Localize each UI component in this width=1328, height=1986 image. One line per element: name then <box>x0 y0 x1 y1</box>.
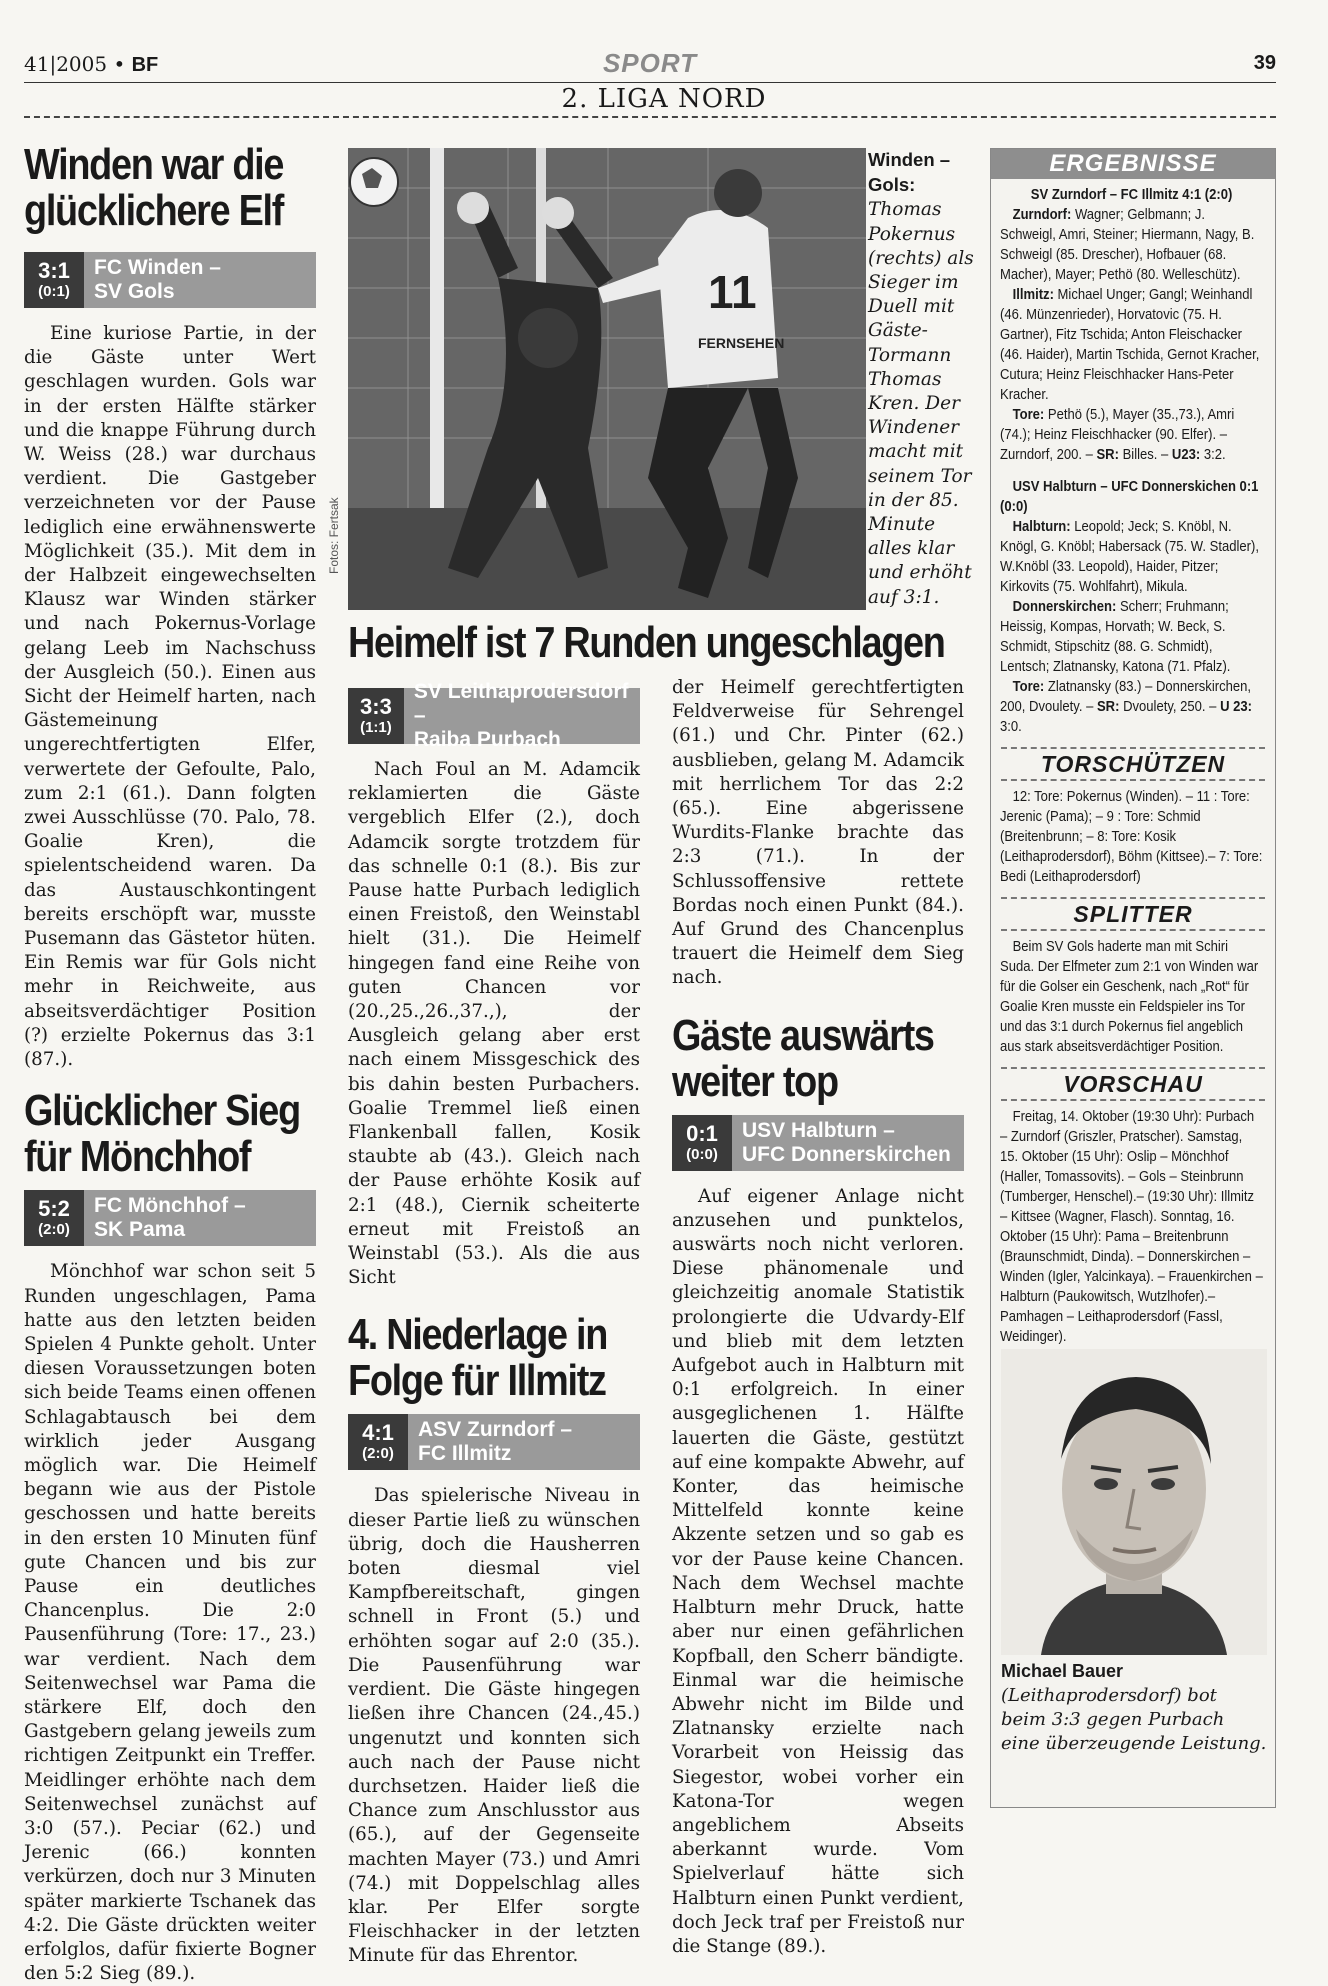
shirt-number: 11 <box>708 266 757 318</box>
final-score: 0:1 <box>686 1120 718 1146</box>
final-score: 4:1 <box>362 1420 394 1446</box>
halftime-score: (2:0) <box>38 1221 70 1239</box>
away-team: Raiba Purbach <box>413 728 561 751</box>
photo-caption <box>868 148 978 610</box>
preview-text: Freitag, 14. Oktober (19:30 Uhr): Purbach – Zurndorf (Griszler, Pratscher). Samstag, 15. Oktober (15 Uhr): Oslip – Mönchhof (Haller, Tomassovits). – Gols – Steinbrunn (Tumberger, Henschel).– (19:30 Uhr): Illmitz – Kittsee (Wagner, Flasch). Sonntag, 16. Oktober (15 Uhr): Pama – Breitenbrunn (Braunschmidt, Dinda). – Donnerskirchen – Winden (Igler, Yalcinkaya). – Frauenkirchen – Halbturn (Paukowitsch, Wutzlhofer).– Pamhagen – Leithaprodersdorf (Fassl, Weidinger). <box>1000 1109 1263 1345</box>
article-body: Eine kuriose Partie, in der die Gäste unter Wert geschlagen wurden. Gols war in der ersten Hälfte stärker und die knappe Führung durch W. Weiss (28.) war durchaus verdient. Die Gastgeber verzeichneten vor der Pause lediglich eine erwähnenswerte Möglichkeit (35.). Mit dem in der Halbzeit eingewechselten Klausz war Winden stärker und nach Pokernus-Vorlage gelang Leeb im Nachschuss der Ausgleich (50.). Einen aus Sicht der Heimelf harten, nach Gästemeinung ungerechtfertigten Elfer, verwertete der Gefoulte, Palo, zum 2:1 (61.). Dann folgten zwei Ausschlüsse (70. Palo, 78. Goalie Kren), die spielentscheidend waren. Da das Austauschkontingent bereits erschöpft war, musste Pusemann das Gästetor hüten. Ein Remis war für Gols nicht mehr in Reichweite, aus abseitsverdächtiger Position (?) erzielte Pokernus das 3:1 (87.). <box>24 323 316 1071</box>
article-halbturn-donnerskirchen <box>672 1010 964 1960</box>
portrait-illustration <box>1001 1349 1267 1655</box>
header-dashed-rule <box>24 116 1276 118</box>
final-score: 5:2 <box>38 1196 70 1222</box>
final-score: 3:1 <box>38 258 70 283</box>
issue-number: 41|2005 <box>24 52 108 76</box>
away-team: SV Gols <box>94 280 175 303</box>
article-body-part1: Nach Foul an M. Adamcik reklamierten die Gäste vergeblich Elfer (2.), doch Adamcik sorgte trotzdem für das schnelle 0:1 (8.). Bis zur Pause hatte Purbach lediglich einen Freistoß, den Weinstabl hielt (31.). Die Heimelf hingegen fand eine Reihe von guten Chancen vor (20.,25.,26.,37.,), der Ausgleich gelang aber erst nach einem Missgeschick des bis dahin besten Purbachers. Goalie Tremmel ließ einen Flankenball fallen, Kosik staubte ab (43.). Gleich nach der Pause erhöhte Kosik auf 2:1 (48.), Ciernik scheiterte erneut mit Freistoß an Weinstabl (53.). Als die aus Sicht <box>348 759 640 1289</box>
headline: Glücklicher Sieg für Mönchhof <box>24 1086 300 1182</box>
portrait-name: Michael Bauer <box>1001 1661 1124 1681</box>
final-score: 3:3 <box>360 694 392 719</box>
away-team: FC Illmitz <box>418 1442 512 1466</box>
match-line: USV Halbturn – UFC Donnerskichen 0:1 (0:0) <box>1000 479 1259 515</box>
results-text: SV Zurndorf – FC Illmitz 4:1 (2:0) Zurndorf: Wagner; Gelbmann; J. Schweigl, Amri, Steiner; Hiermann, Nagy, B. Schweigl (85. Drescher), Hofbauer (68. Macher), Mayer; Pethö (80. Welleschütz). Illmitz: Michael Unger; Gangl; Weinhandl (46. Münzenrieder), Horvatovic (75. H. Gartner), Fitz Tschida; Anton Fleischacker (46. Haider), Martin Tschida, Gernot Kracher, Cutura; Heinz Fleischhacker Hans-Peter Kracher. Tore: Pethö (5.), Mayer (35.,73.), Amri (74.); Heinz Fleischhacker (90. Elfer). – Zurndorf, 200. – SR: Billes. – U23: 3:2. USV Halbturn – UFC Donnerskichen 0:1 (0:0) Halbturn: Leopold; Jeck; S. Knöbl, N. Knögl, G. Knöbl; Habersack (75. W. Stadler), W.Knöbl (33. Leopold), Haider, Pitzer; Kirkovits (75. Wohlfahrt), Mikula. Donnerskirchen: Scherr; Fruhmann; Heissig, Kompas, Horvath; W. Beck, S. Schmidt, Stipschitz (88. G. Schmidt), Lentsch; Zlatnansky, Katona (71. Pfalz). Tore: Zlatnansky (83.) – Donnerskirchen, 200, Dvoulety. – SR: Dvoulety, 250. – U 23: 3:0. <box>991 185 1272 737</box>
home-team: FC Winden – <box>94 256 221 279</box>
article-body: Auf eigener Anlage nicht anzusehen und punktelos, auswärts noch nicht verloren. Diese phänomenale und gleichzeitig anomale Statistik prolongierte die Udvardy-Elf und blieb mit dem letzten Aufgebot auch in Halbturn mit 0:1 erfolgreich. In einer ausgeglichenen 1. Hälfte lauerten die Gäste, gestützt auf eine kompakte Abwehr, auf Konter, das heimische Mittelfeld konnte keine Akzente setzen und so gab es vor der Pause keine Chancen. Nach dem Wechsel machte Halbturn mehr Druck, hatte aber nur einen gefährlichen Kopfball, den Scherr bändigte. Einmal war die heimische Abwehr nicht im Bilde und Zlatnansky erzielte nach Vorarbeit von Heissig das Siegestor, wobei vorher ein Katona-Tor wegen angeblichem Abseits aberkannt wurde. Vom Spielverlauf hätte sich Halbturn einen Punkt verdient, doch Jeck traf per Freistoß nur die Stange (89.). <box>672 1185 964 1957</box>
headline: Winden war die glücklichere Elf <box>24 140 284 235</box>
sidebar-box <box>990 148 1276 1808</box>
score-box <box>672 1115 964 1171</box>
splitter-text: Beim SV Gols haderte man mit Schiri Suda. Der Elfmeter zum 2:1 von Winden war für die Golser ein Geschenk, nach „Rot“ für Goalie Kren musste ein Feldspieler ins Tor und das 3:1 durch Pokernus fiel angeblich aus stark abseitsverdächtiger Position. <box>1000 939 1259 1055</box>
column-left <box>24 142 316 1986</box>
caption-text: Thomas Pokernus (rechts) als Sieger im Duell mit Gäste-Tormann Thomas Kren. Der Windener macht mit seinem Tor in der 85. Minute alles klar und erhöht auf 3:1. <box>868 199 974 608</box>
headline: Gäste auswärts weiter top <box>672 1010 934 1106</box>
column-middle <box>348 676 640 1969</box>
magazine-name: BF <box>131 54 159 76</box>
home-team: ASV Zurndorf – <box>418 1418 573 1442</box>
article-body: Mönchhof war schon seit 5 Runden ungeschlagen, Pama hatte aus den letzten beiden Spielen 4 Punkte geholt. Unter diesen Voraussetzungen boten sich beide Teams einen offenen Schlagabtausch bei dem wirklich jeder Ausgang möglich war. Die Heimelf begann wie aus der Pistole geschossen und hatte bereits in den ersten 10 Minuten fünf gute Chancen und bis zur Pause ein deutliches Chancenplus. Die 2:0 Pausenführung (Tore: 17., 23.) war verdient. Nach dem Seitenwechsel war Pama die stärkere Elf, doch den Gastgebern gelang jeweils zum richtigen Zeitpunkt ein Treffer. Meidlinger erhöhte nach dem Seitenwechsel zunächst auf 3:0 (57.). Peciar (62.) und Jerenic (66.) konnten verkürzen, doch nur 3 Minuten später markierte Tschanek das 4:2. Die Gäste drückten weiter erfolglos, dafür fixierte Bogner den 5:2 Sieg (89.). <box>24 1261 316 1985</box>
away-team: UFC Donnerskirchen <box>742 1142 951 1166</box>
score-box <box>24 1190 316 1246</box>
score-box <box>348 680 640 751</box>
player-portrait <box>1001 1349 1267 1655</box>
article-moenchhof-pama <box>24 1088 316 1986</box>
photo-credit: Fotos: Fertsak <box>327 497 341 574</box>
headline: 4. Niederlage in Folge für Illmitz <box>348 1310 608 1406</box>
halftime-score: (2:0) <box>362 1445 394 1463</box>
goalkeeper-duel-illustration <box>348 148 866 610</box>
article-body-part2: der Heimelf gerechtfertigten Feldverweise für Sehrengel (61.) und Chr. Pinter (62.) ausblieben, gelang M. Adamcik mit herrlichem Tor das 2:2 (65.). Eine abgerissene Wurdits-Flanke brachte das 2:3 (71.). In der Schlussoffensive rettete Bordas noch einen Punkt (84.). Auf Grund des Chancenplus trauert die Heimelf dem Sieg nach. <box>672 677 964 989</box>
league-title: 2. LIGA NORD <box>561 84 767 114</box>
score-box <box>348 1414 640 1470</box>
header-rule <box>24 82 1276 83</box>
article-winden-gols <box>24 142 316 1072</box>
article-body: Das spielerische Niveau in dieser Partie ließ zu wünschen übrig, doch die Hausherren boten diesmal viel Kampfbereitschaft, gingen schnell in Front (5.) und erhöhten sogar auf 2:0 (35.). Die Pausenführung war verdient. Die Gäste hingegen ließen ihre Chancen (24.,45.) ungenutzt und konnten sich auch nach der Pause nicht durchsetzen. Haider ließ die Chance zum Anschlusstor aus (65.), auf der Gegenseite machten Mayer (73.) und Amri (74.) mit Doppelschlag alles klar. Per Elfer sorgte Fleischhacker in der letzten Minute für das Ehrentor. <box>348 1485 640 1967</box>
shirt-sponsor: FERNSEHEN <box>698 335 785 351</box>
halftime-score: (0:0) <box>686 1145 718 1163</box>
article-zurndorf-illmitz <box>348 1312 640 1968</box>
halftime-score: (1:1) <box>360 719 392 736</box>
home-team: SV Leithaprodersdorf – <box>413 680 629 727</box>
home-team: USV Halbturn – <box>742 1118 895 1142</box>
headline: Heimelf ist 7 Runden ungeschlagen <box>348 618 945 667</box>
match-photo <box>348 148 866 610</box>
preview-heading: VORSCHAU <box>1001 1067 1265 1101</box>
home-team: FC Mönchhof – <box>94 1194 246 1218</box>
away-team: SK Pama <box>94 1218 186 1242</box>
match-line: SV Zurndorf – FC Illmitz 4:1 (2:0) <box>1030 187 1233 203</box>
splitter-heading: SPLITTER <box>1001 897 1265 931</box>
section-title: SPORT <box>602 48 698 78</box>
caption-lead: Winden – Gols: <box>868 149 951 196</box>
results-heading: ERGEBNISSE <box>991 149 1275 179</box>
page-number: 39 <box>1253 52 1276 74</box>
bullet: • <box>113 52 126 76</box>
portrait-text: (Leithaprodersdorf) bot beim 3:3 gegen Purbach eine überzeugende Leistung. <box>1001 1685 1267 1754</box>
halftime-score: (0:1) <box>38 283 70 300</box>
page-header <box>24 44 1276 84</box>
column-right <box>672 676 964 1959</box>
scorers-heading: TORSCHÜTZEN <box>1001 747 1265 781</box>
scorers-text: 12: Tore: Pokernus (Winden). – 11 : Tore: Jerenic (Pama); – 9 : Tore: Schmid (Breitenbrunn; – 8: Tore: Kosik (Leithaprodersdorf), Böhm (Kittsee).– 7: Tore: Bedi (Leithaprodersdorf) <box>1000 789 1263 885</box>
score-box <box>24 252 316 308</box>
article-leithaprodersdorf-purbach <box>348 620 978 666</box>
portrait-caption <box>1001 1659 1267 1756</box>
